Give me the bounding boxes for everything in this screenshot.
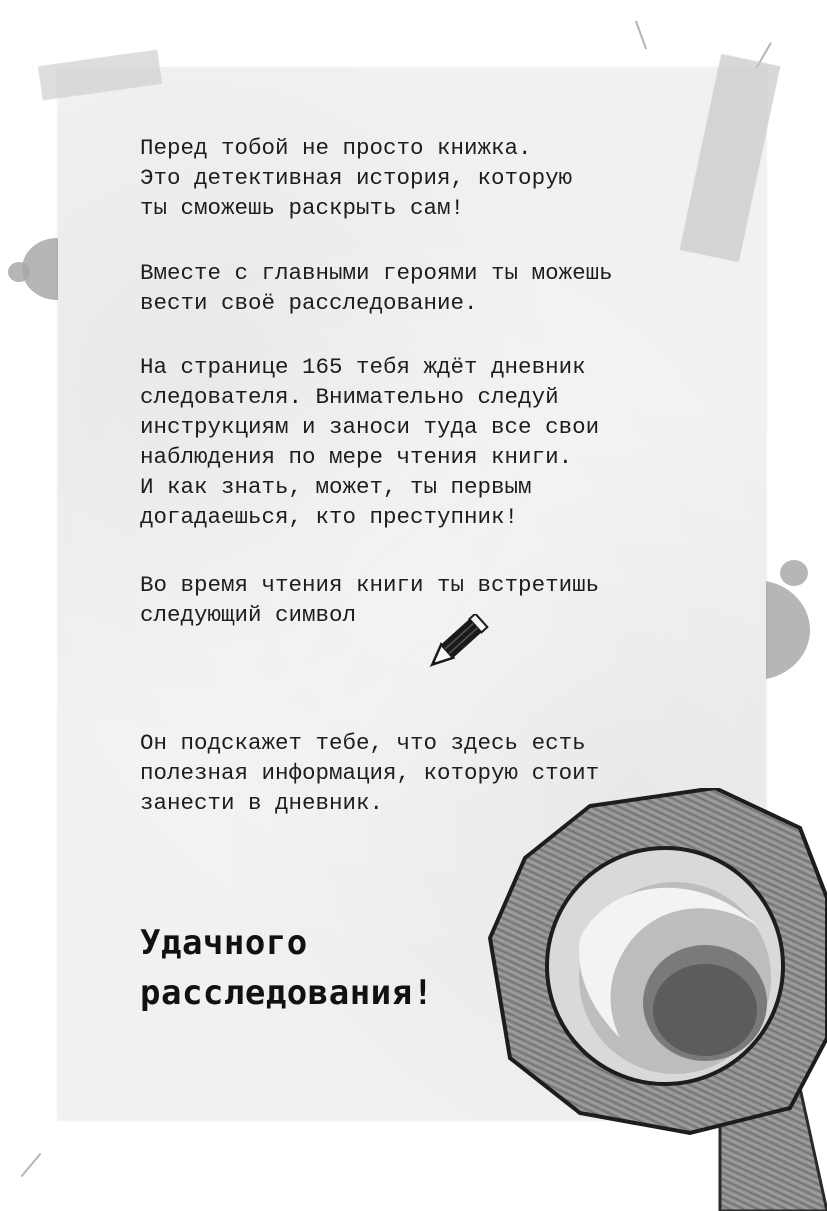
ink-splatter-right-drop (780, 560, 808, 586)
heroes-paragraph: Вместе с главными героями ты можешь вести своё расследование. (140, 260, 613, 316)
scratch-mark (21, 1153, 42, 1177)
symbol-paragraph: Во время чтения книги ты встретишь следующий символ (140, 572, 600, 628)
pencil-icon (428, 614, 510, 692)
diary-paragraph: На странице 165 тебя ждёт дневник следователя. Внимательно следуй инструкциям и заноси туда все свои наблюдения по мере чтения книги. И как знать, может, ты первым догадаешься, кто преступник! (140, 354, 600, 530)
scratch-mark (635, 21, 647, 50)
closing-title: Удачного расследования! (140, 923, 434, 1013)
intro-paragraph: Перед тобой не просто книжка. Это детективная история, которую ты сможешь раскрыть сам! (140, 135, 573, 221)
hint-paragraph: Он подскажет тебе, что здесь есть полезная информация, которую стоит занести в дневник. (140, 730, 600, 816)
magnifying-glass-illustration (470, 788, 827, 1211)
ink-splatter-left-drop (8, 262, 30, 282)
